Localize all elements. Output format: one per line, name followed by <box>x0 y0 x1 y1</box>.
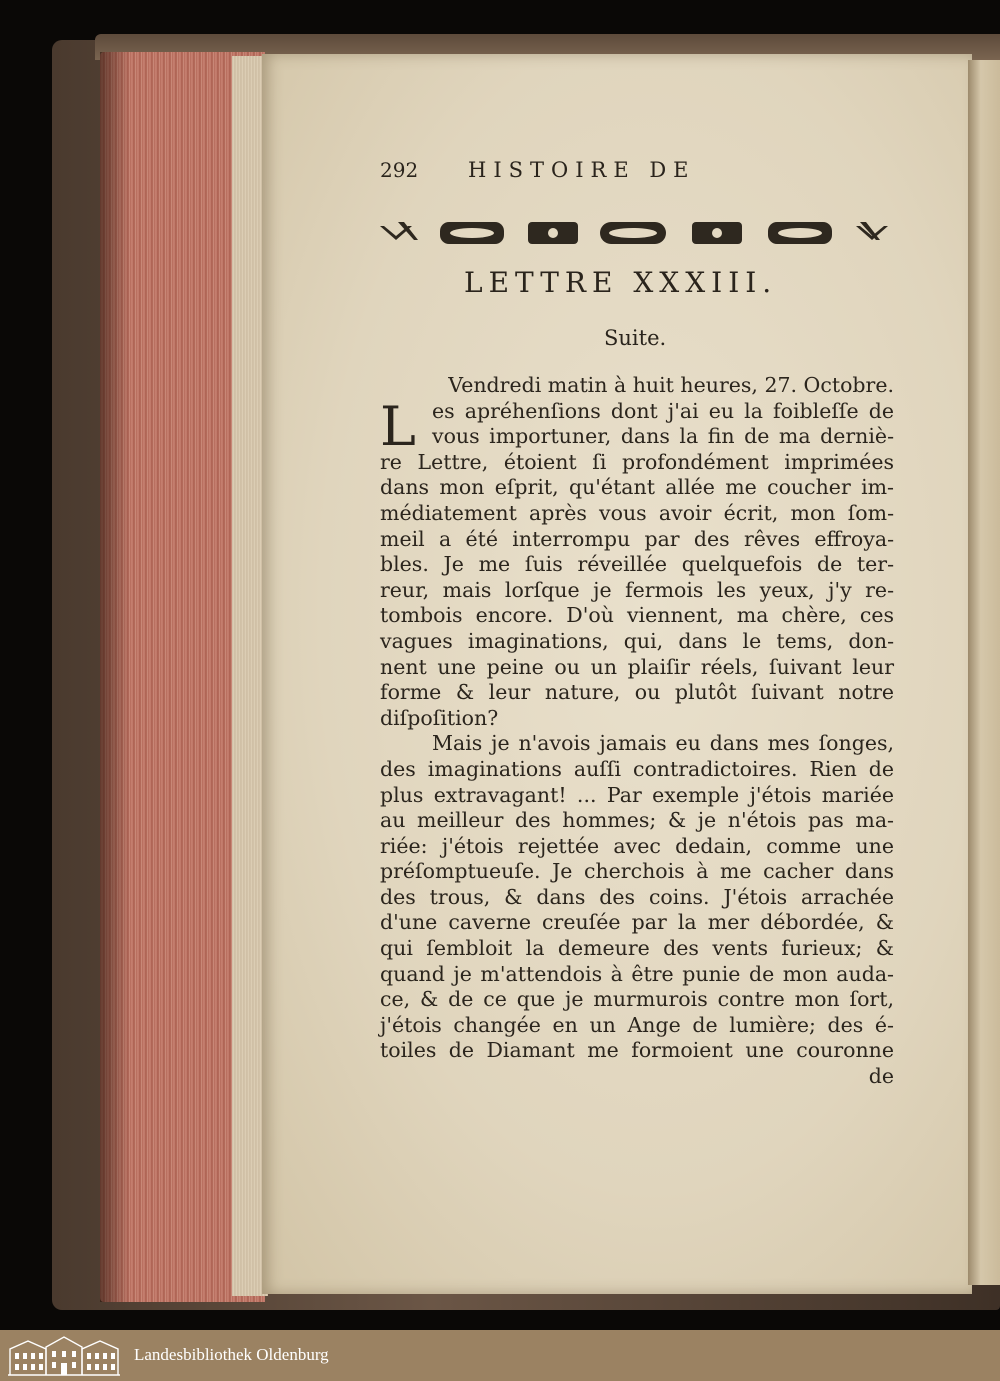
footer-bar <box>0 1330 1000 1381</box>
text-line: tombois encore. D'où viennent, ma chère, ces <box>380 603 894 628</box>
text-line: re Lettre, étoient ſi profondément imprimées <box>380 449 894 474</box>
text-line: des imaginations auſſi contradictoires. Rien de <box>380 756 894 781</box>
text-line: bles. Je me ſuis réveillée quelquefois de ter- <box>380 552 894 577</box>
letter-title: LETTRE XXXIII. <box>464 266 778 299</box>
letter-body <box>380 373 894 1090</box>
dateline: Vendredi matin à huit heures, 27. Octobre. <box>448 373 894 397</box>
letter-subtitle: Suite. <box>604 326 667 350</box>
text-line: j'étois changée en un Ange de lumière; des é- <box>380 1012 894 1037</box>
text-line: plus extravagant! ... Par exemple j'étois mariée <box>380 782 894 807</box>
text-line: quand je m'attendois à être punie de mon auda- <box>380 961 894 986</box>
library-building-icon <box>6 1333 122 1378</box>
text-line: au meilleur des hommes; & je n'étois pas ma- <box>380 808 894 833</box>
text-line: vous importuner, dans la fin de ma derniè- <box>432 424 894 449</box>
text-line: des trous, & dans des coins. J'étois arrachée <box>380 884 894 909</box>
text-line: forme & leur nature, ou plutôt ſuivant notre <box>380 680 894 705</box>
running-head: HISTOIRE DE <box>468 158 696 182</box>
page-number: 292 <box>380 158 419 182</box>
text-line: toiles de Diamant me formoient une couronne <box>380 1038 894 1063</box>
text-line: d'une caverne creuſée par la mer débordée, & <box>380 910 894 935</box>
text-line: meil a été interrompu par des rêves effroya- <box>380 526 894 551</box>
library-name: Landesbibliothek Oldenburg <box>134 1345 329 1364</box>
text-line: médiatement après vous avoir écrit, mon ſom- <box>380 500 894 525</box>
ornament-band <box>378 216 894 250</box>
text-line: Mais je n'avois jamais eu dans mes ſonges, <box>432 731 894 756</box>
text-line: es apréhenſions dont j'ai eu la foibleſſe de <box>432 398 894 423</box>
facing-page-edge <box>968 60 1000 1285</box>
catchword: de <box>868 1064 894 1089</box>
text-line: nent une peine ou un plaiſir réels, ſuivant leur <box>380 654 894 679</box>
text-line: préſomptueuſe. Je cherchois à me cacher dans <box>380 859 894 884</box>
text-line: diſpoſition? <box>380 705 499 730</box>
text-line: reur, mais lorſque je fermois les yeux, j'y re- <box>380 577 894 602</box>
page-edges-shadow <box>100 52 130 1302</box>
text-line: ce, & de ce que je murmurois contre mon ſort, <box>380 987 894 1012</box>
page-header <box>380 158 810 188</box>
text-line: riée: j'étois rejettée avec dedain, comme une <box>380 833 894 858</box>
drop-cap: L <box>380 395 416 458</box>
text-line: qui ſembloit la demeure des vents furieux; & <box>380 936 894 961</box>
text-line: vagues imaginations, qui, dans le tems, don- <box>380 628 894 653</box>
text-line: dans mon eſprit, qu'étant allée me coucher im- <box>380 475 894 500</box>
